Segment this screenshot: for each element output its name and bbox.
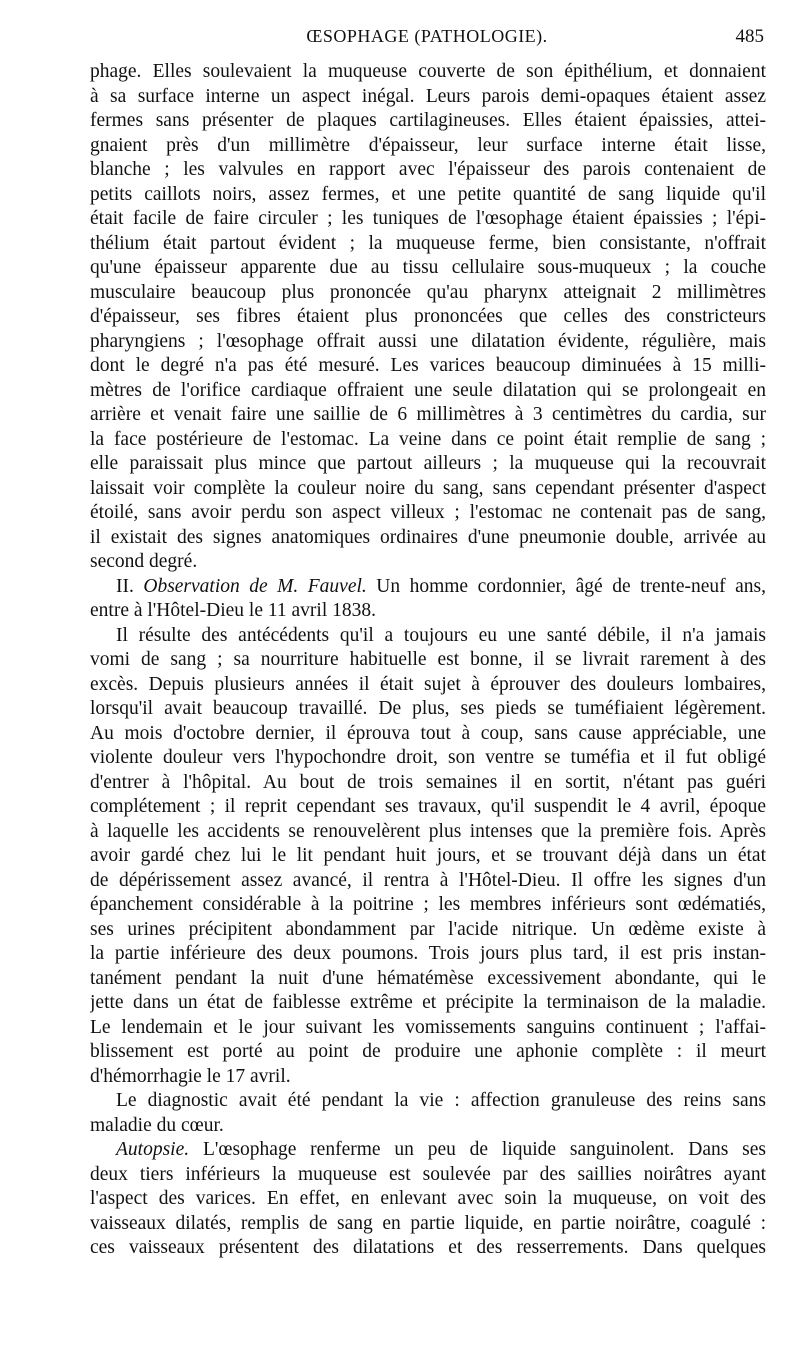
text-line: était facile de faire circuler ; les tuniques de l'œsophage étaient épaissies ; l'épi- bbox=[90, 208, 766, 229]
text-line: second degré. bbox=[90, 551, 198, 572]
text-line: maladie du cœur. bbox=[90, 1114, 224, 1136]
text-line: Le lendemain et le jour suivant les vomissements sanguins continuent ; l'affai- bbox=[90, 1016, 766, 1038]
text-line: excès. Depuis plusieurs années il était sujet à éprouver des douleurs lombaires, bbox=[90, 673, 766, 695]
text-line: ses urines précipitent abondamment par l'acide nitrique. Un œdème existe à bbox=[90, 918, 766, 940]
text-line: qu'une épaisseur apparente due au tissu cellulaire sous-muqueux ; la couche bbox=[90, 257, 766, 278]
text-line: jette dans un état de faiblesse extrême et précipite la terminaison de la maladie. bbox=[90, 992, 766, 1013]
text-line: thélium était partout évident ; la muqueuse ferme, bien consistante, n'offrait bbox=[90, 232, 766, 254]
text-line: pharyngiens ; l'œsophage offrait aussi une dilatation évidente, régulière, mais bbox=[90, 330, 766, 352]
text-line: mètres de l'orifice cardiaque offraient une seule dilatation qui se prolongeait en bbox=[90, 379, 766, 401]
text-line: avoir gardé chez lui le lit pendant huit jours, et se trouvant déjà dans un état bbox=[90, 845, 766, 866]
text-line: arrière et venait faire une saillie de 6 millimètres à 3 centimètres du cardia, sur bbox=[90, 404, 766, 425]
text-line: laissait voir complète la couleur noire du sang, sans cependant présenter d'aspect bbox=[90, 477, 766, 499]
text-line: d'hémorrhagie le 17 avril. bbox=[90, 1065, 291, 1087]
text-line: vaisseaux dilatés, remplis de sang en partie liquide, en partie noirâtre, coagulé : bbox=[90, 1212, 766, 1234]
text-line: dont le degré n'a pas été mesuré. Les varices beaucoup diminuées à 15 milli- bbox=[90, 355, 766, 376]
text-line: fermes sans présenter de plaques cartilagineuses. Elles étaient épaissies, attei- bbox=[90, 110, 766, 131]
text-line: épanchement considérable à la poitrine ; les membres inférieurs sont œdématiés, bbox=[90, 894, 766, 915]
text-line: gnaient près d'un millimètre d'épaisseur, leur surface interne était lisse, bbox=[90, 134, 766, 156]
text-line: II. Observation de M. Fauvel. Un homme cordonnier, âgé de trente-neuf ans, bbox=[116, 575, 766, 597]
text-line: la partie inférieure des deux poumons. Trois jours plus tard, il est pris instan- bbox=[90, 943, 766, 964]
text-line: complétement ; il reprit cependant ses travaux, qu'il suspendit le 4 avril, époque bbox=[90, 796, 766, 817]
text-line: blissement est porté au point de produire une aphonie complète : il meurt bbox=[90, 1041, 766, 1062]
text-line: petits caillots noirs, assez fermes, et une petite quantité de sang liquide qu'il bbox=[90, 183, 766, 205]
text-line: d'épaisseur, ses fibres étaient plus prononcées que celles des constricteurs bbox=[90, 306, 766, 327]
text-line: l'aspect des varices. En effet, en enlevant avec soin la muqueuse, on voit des bbox=[90, 1188, 766, 1209]
text-line: blanche ; les valvules en rapport avec l'épaisseur des parois contenaient de bbox=[90, 159, 766, 180]
text-line: lorsqu'il avait beaucoup travaillé. De plus, ses pieds se tuméfiaient légèrement. bbox=[90, 698, 766, 719]
text-line: Le diagnostic avait été pendant la vie : affection granuleuse des reins sans bbox=[116, 1090, 766, 1111]
text-line: de dépérissement assez avancé, il rentra à l'Hôtel-Dieu. Il offre les signes d'un bbox=[90, 869, 766, 891]
page-number: 485 bbox=[735, 26, 764, 47]
text-line: deux tiers inférieurs la muqueuse est soulevée par des saillies noirâtres ayant bbox=[90, 1163, 766, 1185]
text-line: Il résulte des antécédents qu'il a toujours eu une santé débile, il n'a jamais bbox=[116, 624, 766, 646]
running-header bbox=[90, 26, 764, 56]
text-line: entre à l'Hôtel-Dieu le 11 avril 1838. bbox=[90, 600, 376, 621]
text-line: à sa surface interne un aspect inégal. Leurs parois demi-opaques étaient assez bbox=[90, 85, 766, 107]
italic-phrase: Observation de M. Fauvel. bbox=[143, 575, 367, 597]
italic-phrase: Autopsie. bbox=[116, 1139, 190, 1160]
text-line: violente douleur vers l'hypochondre droit, son ventre se tuméfia et il fut obligé bbox=[90, 747, 766, 768]
text-line: Au mois d'octobre dernier, il éprouva tout à coup, sans cause appréciable, une bbox=[90, 722, 766, 744]
text-line: vomi de sang ; sa nourriture habituelle est bonne, il se livrait rarement à des bbox=[90, 649, 766, 670]
text-line: la face postérieure de l'estomac. La veine dans ce point était remplie de sang ; bbox=[90, 428, 766, 450]
text-line: à laquelle les accidents se renouvelèrent plus intenses que la première fois. Après bbox=[90, 820, 766, 842]
text-line: elle paraissait plus mince que partout ailleurs ; la muqueuse qui la recouvrait bbox=[90, 453, 766, 474]
text-line: il existait des signes anatomiques ordinaires d'une pneumonie double, arrivée au bbox=[90, 526, 766, 548]
running-title: ŒSOPHAGE (PATHOLOGIE). bbox=[306, 26, 548, 46]
text-line: tanément pendant la nuit d'une hématémèse excessivement abondante, qui le bbox=[90, 967, 766, 989]
text-line: musculaire beaucoup plus prononcée qu'au pharynx atteignait 2 millimètres bbox=[90, 281, 766, 303]
text-line: d'entrer à l'hôpital. Au bout de trois semaines il en sortit, n'étant pas guéri bbox=[90, 771, 766, 793]
text-line: phage. Elles soulevaient la muqueuse couverte de son épithélium, et donnaient bbox=[90, 61, 766, 82]
text-line: ces vaisseaux présentent des dilatations et des resserrements. Dans quelques bbox=[90, 1237, 766, 1258]
text-line: étoilé, sans avoir perdu son aspect villeux ; l'estomac ne contenait pas de sang, bbox=[90, 502, 766, 523]
body-text bbox=[90, 60, 766, 1261]
text-line: Autopsie. L'œsophage renferme un peu de liquide sanguinolent. Dans ses bbox=[116, 1139, 766, 1160]
